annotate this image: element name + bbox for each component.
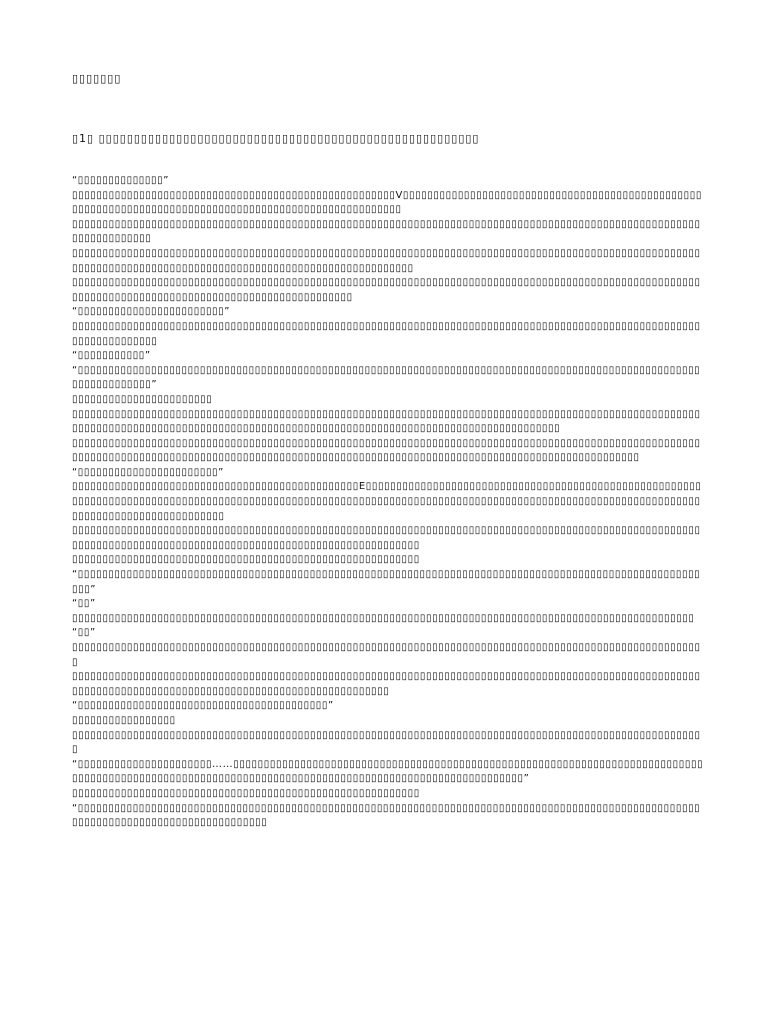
paragraph: ▯▯▯▯▯▯▯▯▯▯▯▯▯▯▯▯▯▯▯▯▯▯▯▯▯▯▯▯▯▯▯▯▯▯▯▯▯▯▯▯▯▯▯▯▯▯▯▯▯▯▯▯▯▯▯▯▯▯▯▯▯▯▯▯▯▯▯▯▯▯▯▯▯▯▯▯▯▯▯▯▯▯▯▯▯▯▯▯▯▯▯▯▯▯▯▯▯▯▯▯▯▯▯▯▯▯▯▯▯▯▯▯▯▯▯▯▯▯▯▯▯▯▯▯▯▯▯▯▯▯▯▯▯▯▯▯▯▯▯▯▯▯▯▯▯▯▯▯▯▯▯▯▯▯▯▯▯▯▯▯▯▯▯▯▯▯▯▯▯▯▯▯▯▯▯▯▯▯▯▯▯▯▯	[72, 408, 701, 435]
paragraph: “▯▯▯▯▯▯▯▯▯▯▯▯▯▯▯▯▯▯▯▯▯▯▯▯▯▯▯▯▯▯▯▯▯▯▯▯▯▯▯▯▯▯▯▯▯▯▯▯▯▯▯▯▯▯▯▯▯▯▯▯▯▯▯▯▯▯▯▯▯▯▯▯▯▯▯▯▯▯▯▯▯▯▯▯▯▯▯▯▯▯▯▯▯▯▯▯▯▯▯▯▯▯▯▯▯▯▯▯▯▯▯▯▯▯▯▯▯▯▯▯▯▯▯▯▯▯▯▯▯▯▯▯▯▯	[72, 802, 701, 829]
paragraph: ▯▯▯▯▯▯▯▯▯▯▯▯▯▯▯▯▯	[72, 714, 176, 726]
paragraph: “▯▯▯▯▯▯▯▯▯▯▯▯▯▯▯▯▯▯▯▯▯▯▯▯▯▯▯▯▯▯▯▯▯▯▯▯▯▯▯▯▯▯▯▯▯▯▯▯▯▯▯▯▯▯▯▯▯▯▯▯▯▯▯▯▯▯▯▯▯▯▯▯▯▯▯▯▯▯▯▯▯▯▯▯▯▯▯▯▯▯▯▯▯▯▯▯▯▯▯▯▯▯▯▯▯▯▯▯▯▯▯▯▯▯▯”	[72, 364, 701, 391]
paragraph: ▯▯▯▯▯▯▯▯▯▯▯▯▯▯▯▯▯▯▯▯▯▯▯▯▯▯▯▯▯▯▯▯▯▯▯▯▯▯▯▯▯▯▯▯▯▯▯▯▯▯▯▯▯▯▯▯▯	[72, 554, 420, 566]
paragraph: ▯▯▯▯▯▯▯▯▯▯▯▯▯▯▯▯▯▯▯▯▯▯▯▯▯▯▯▯▯▯▯▯▯▯▯▯▯▯▯▯▯▯▯▯▯▯▯E▯▯▯▯▯▯▯▯▯▯▯▯▯▯▯▯▯▯▯▯▯▯▯▯▯▯▯▯▯▯▯▯▯▯▯▯▯▯▯▯▯▯▯▯▯▯▯▯▯▯▯▯▯▯▯▯▯▯▯▯▯▯▯▯▯▯▯▯▯▯▯▯▯▯▯▯▯▯▯▯▯▯▯▯▯▯▯▯▯▯▯▯▯▯▯▯▯▯▯▯▯▯▯▯▯▯▯▯▯▯▯▯▯▯▯▯▯▯▯▯▯▯▯▯▯▯▯▯▯▯▯▯▯▯▯▯▯▯▯▯▯▯▯▯▯▯▯▯▯▯▯▯▯▯▯▯▯▯▯▯▯▯▯▯▯▯▯▯▯▯▯▯▯▯▯▯▯▯▯▯▯▯▯	[72, 481, 702, 522]
paragraph: ▯▯▯▯▯▯▯▯▯▯▯▯▯▯▯▯▯▯▯▯▯▯▯	[72, 393, 213, 405]
book-title: ▯▯▯▯▯▯▯	[72, 72, 122, 85]
paragraph: ▯▯▯▯▯▯▯▯▯▯▯▯▯▯▯▯▯▯▯▯▯▯▯▯▯▯▯▯▯▯▯▯▯▯▯▯▯▯▯▯▯▯▯▯▯▯▯▯▯▯▯▯▯▯▯▯▯▯▯▯▯▯▯▯▯▯▯▯▯▯▯▯▯▯▯▯▯▯▯▯▯▯▯▯▯▯▯▯▯▯▯▯▯▯▯▯▯▯▯▯▯▯▯▯▯▯▯▯▯▯▯▯▯▯▯▯▯▯▯▯▯▯▯▯▯▯▯▯▯▯▯▯▯▯▯▯▯▯▯▯▯▯▯▯▯▯▯▯▯▯▯▯▯▯▯▯▯▯▯▯	[72, 525, 701, 551]
paragraph: “▯▯”	[72, 627, 96, 639]
paragraph: ▯▯▯▯▯▯▯▯▯▯▯▯▯▯▯▯▯▯▯▯▯▯▯▯▯▯▯▯▯▯▯▯▯▯▯▯▯▯▯▯▯▯▯▯▯▯▯▯▯▯▯▯▯V▯▯▯▯▯▯▯▯▯▯▯▯▯▯▯▯▯▯▯▯▯▯▯▯▯▯▯▯▯▯▯▯▯▯▯▯▯▯▯▯▯▯▯▯▯▯▯▯▯▯▯▯▯▯▯▯▯▯▯▯▯▯▯▯▯▯▯▯▯▯▯▯▯▯▯▯▯▯▯▯▯▯▯▯▯▯▯▯▯▯▯▯▯▯▯▯▯▯▯▯▯▯▯	[72, 189, 702, 216]
paragraph: ▯▯▯▯▯▯▯▯▯▯▯▯▯▯▯▯▯▯▯▯▯▯▯▯▯▯▯▯▯▯▯▯▯▯▯▯▯▯▯▯▯▯▯▯▯▯▯▯▯▯▯▯▯▯▯▯▯▯▯▯▯▯▯▯▯▯▯▯▯▯▯▯▯▯▯▯▯▯▯▯▯▯▯▯▯▯▯▯▯▯▯▯▯▯▯▯▯▯▯▯▯▯▯▯▯▯▯▯▯▯▯▯▯▯▯▯▯▯▯▯▯▯▯▯▯▯▯▯▯▯▯▯▯▯▯▯▯▯▯▯▯▯▯▯▯▯▯▯▯	[72, 277, 701, 303]
paragraph: ▯▯▯▯▯▯▯▯▯▯▯▯▯▯▯▯▯▯▯▯▯▯▯▯▯▯▯▯▯▯▯▯▯▯▯▯▯▯▯▯▯▯▯▯▯▯▯▯▯▯▯▯▯▯▯▯▯▯▯▯▯▯▯▯▯▯▯▯▯▯▯▯▯▯▯▯▯▯▯▯▯▯▯▯▯▯▯▯▯▯▯▯▯▯▯▯▯▯▯▯▯▯▯▯▯▯▯▯▯▯▯▯▯▯▯▯▯▯▯▯▯▯▯▯▯▯▯▯▯▯▯▯▯▯▯▯▯▯▯▯▯▯▯▯▯▯▯▯▯▯▯▯▯▯▯▯▯▯▯▯▯▯▯▯▯▯▯▯▯▯▯▯▯▯▯▯▯▯▯▯▯▯▯▯▯▯▯▯▯▯▯▯▯▯▯▯	[72, 437, 701, 464]
body-text	[72, 174, 704, 944]
paragraph: “▯▯▯▯▯▯▯▯▯▯▯▯▯▯▯▯▯▯▯▯▯▯▯”	[72, 466, 224, 478]
paragraph: “▯▯▯▯▯▯▯▯▯▯▯▯▯▯▯▯▯▯▯▯▯▯▯▯▯▯▯▯▯▯▯▯▯▯▯▯▯▯▯▯▯▯▯▯▯▯▯▯▯▯▯▯▯▯▯▯▯▯▯▯▯▯▯▯▯▯▯▯▯▯▯▯▯▯▯▯▯▯▯▯▯▯▯▯▯▯▯▯▯▯▯▯▯▯▯▯▯▯▯▯▯▯▯▯▯”	[72, 569, 701, 595]
paragraph: ▯▯▯▯▯▯▯▯▯▯▯▯▯▯▯▯▯▯▯▯▯▯▯▯▯▯▯▯▯▯▯▯▯▯▯▯▯▯▯▯▯▯▯▯▯▯▯▯▯▯▯▯▯▯▯▯▯▯▯▯▯▯▯▯▯▯▯▯▯▯▯▯▯▯▯▯▯▯▯▯▯▯▯▯▯▯▯▯▯▯▯▯▯▯▯▯▯▯▯▯▯▯▯▯▯▯▯▯▯▯▯▯▯▯▯▯▯▯▯▯▯▯▯▯▯▯▯▯▯▯▯▯▯▯▯▯▯▯▯▯▯▯▯▯▯▯▯▯▯▯▯▯▯▯▯	[72, 671, 701, 697]
paragraph: “▯▯▯▯▯▯▯▯▯▯▯”	[72, 350, 151, 362]
paragraph: “▯▯▯▯▯▯▯▯▯▯▯▯▯▯▯▯▯▯▯▯▯▯▯▯▯▯▯▯▯▯▯▯▯▯▯▯▯▯▯▯▯”	[72, 700, 334, 712]
paragraph: ▯▯▯▯▯▯▯▯▯▯▯▯▯▯▯▯▯▯▯▯▯▯▯▯▯▯▯▯▯▯▯▯▯▯▯▯▯▯▯▯▯▯▯▯▯▯▯▯▯▯▯▯▯▯▯▯▯▯▯▯▯▯▯▯▯▯▯▯▯▯▯▯▯▯▯▯▯▯▯▯▯▯▯▯▯▯▯▯▯▯▯▯▯▯▯▯▯▯▯▯▯▯▯▯▯▯▯▯▯▯▯▯▯▯▯▯▯	[72, 320, 701, 347]
paragraph: ▯▯▯▯▯▯▯▯▯▯▯▯▯▯▯▯▯▯▯▯▯▯▯▯▯▯▯▯▯▯▯▯▯▯▯▯▯▯▯▯▯▯▯▯▯▯▯▯▯▯▯▯▯▯▯▯▯▯▯▯▯▯▯▯▯▯▯▯▯▯▯▯▯▯▯▯▯▯▯▯▯▯▯▯▯▯▯▯▯▯▯▯▯▯▯▯▯▯▯▯▯▯▯▯▯▯▯▯▯▯▯▯▯▯▯▯▯▯▯▯▯▯▯▯▯▯▯▯▯▯▯▯▯▯▯▯▯▯▯▯▯▯▯▯▯▯▯▯▯▯▯▯▯▯▯▯▯▯▯	[72, 247, 701, 274]
paragraph: ▯▯▯▯▯▯▯▯▯▯▯▯▯▯▯▯▯▯▯▯▯▯▯▯▯▯▯▯▯▯▯▯▯▯▯▯▯▯▯▯▯▯▯▯▯▯▯▯▯▯▯▯▯▯▯▯▯▯▯▯▯▯▯▯▯▯▯▯▯▯▯▯▯▯▯▯▯▯▯▯▯▯▯▯▯▯▯▯▯▯▯▯▯▯▯▯▯▯▯▯▯▯▯▯	[72, 729, 701, 756]
paragraph: ▯▯▯▯▯▯▯▯▯▯▯▯▯▯▯▯▯▯▯▯▯▯▯▯▯▯▯▯▯▯▯▯▯▯▯▯▯▯▯▯▯▯▯▯▯▯▯▯▯▯▯▯▯▯▯▯▯▯▯▯▯▯▯▯▯▯▯▯▯▯▯▯▯▯▯▯▯▯▯▯▯▯▯▯▯▯▯▯▯▯▯▯▯▯▯▯▯▯▯▯▯▯▯▯	[72, 642, 701, 668]
paragraph: ▯▯▯▯▯▯▯▯▯▯▯▯▯▯▯▯▯▯▯▯▯▯▯▯▯▯▯▯▯▯▯▯▯▯▯▯▯▯▯▯▯▯▯▯▯▯▯▯▯▯▯▯▯▯▯▯▯▯▯▯▯▯▯▯▯▯▯▯▯▯▯▯▯▯▯▯▯▯▯▯▯▯▯▯▯▯▯▯▯▯▯▯▯▯▯▯▯▯▯▯▯▯	[72, 612, 695, 624]
paragraph: ▯▯▯▯▯▯▯▯▯▯▯▯▯▯▯▯▯▯▯▯▯▯▯▯▯▯▯▯▯▯▯▯▯▯▯▯▯▯▯▯▯▯▯▯▯▯▯▯▯▯▯▯▯▯▯▯▯	[72, 787, 420, 799]
paragraph: “▯▯”	[72, 598, 96, 610]
paragraph: “▯▯▯▯▯▯▯▯▯▯▯▯▯▯”	[72, 175, 170, 186]
chapter-heading: ▯1▯ ▯▯▯▯▯▯▯▯▯▯▯▯▯▯▯▯▯▯▯▯▯▯▯▯▯▯▯▯▯▯▯▯▯▯▯▯▯▯▯▯▯▯▯▯▯▯▯▯▯▯▯▯▯▯	[72, 132, 480, 145]
paragraph: “▯▯▯▯▯▯▯▯▯▯▯▯▯▯▯▯▯▯▯▯▯▯……▯▯▯▯▯▯▯▯▯▯▯▯▯▯▯▯▯▯▯▯▯▯▯▯▯▯▯▯▯▯▯▯▯▯▯▯▯▯▯▯▯▯▯▯▯▯▯▯▯▯▯▯▯▯▯▯▯▯▯▯▯▯▯▯▯▯▯▯▯▯▯▯▯▯▯▯▯▯▯▯▯▯▯▯▯▯▯▯▯▯▯▯▯▯▯▯▯▯▯▯▯▯▯▯▯▯▯▯▯▯▯▯▯▯▯▯▯▯▯▯▯▯▯▯▯▯▯▯▯▯▯▯▯▯▯▯▯▯▯▯▯▯▯▯▯▯▯▯▯▯▯”	[72, 758, 704, 785]
paragraph: “▯▯▯▯▯▯▯▯▯▯▯▯▯▯▯▯▯▯▯▯▯▯▯▯”	[72, 306, 231, 318]
paragraph: ▯▯▯▯▯▯▯▯▯▯▯▯▯▯▯▯▯▯▯▯▯▯▯▯▯▯▯▯▯▯▯▯▯▯▯▯▯▯▯▯▯▯▯▯▯▯▯▯▯▯▯▯▯▯▯▯▯▯▯▯▯▯▯▯▯▯▯▯▯▯▯▯▯▯▯▯▯▯▯▯▯▯▯▯▯▯▯▯▯▯▯▯▯▯▯▯▯▯▯▯▯▯▯▯▯▯▯▯▯▯▯▯▯▯▯▯	[72, 218, 701, 245]
